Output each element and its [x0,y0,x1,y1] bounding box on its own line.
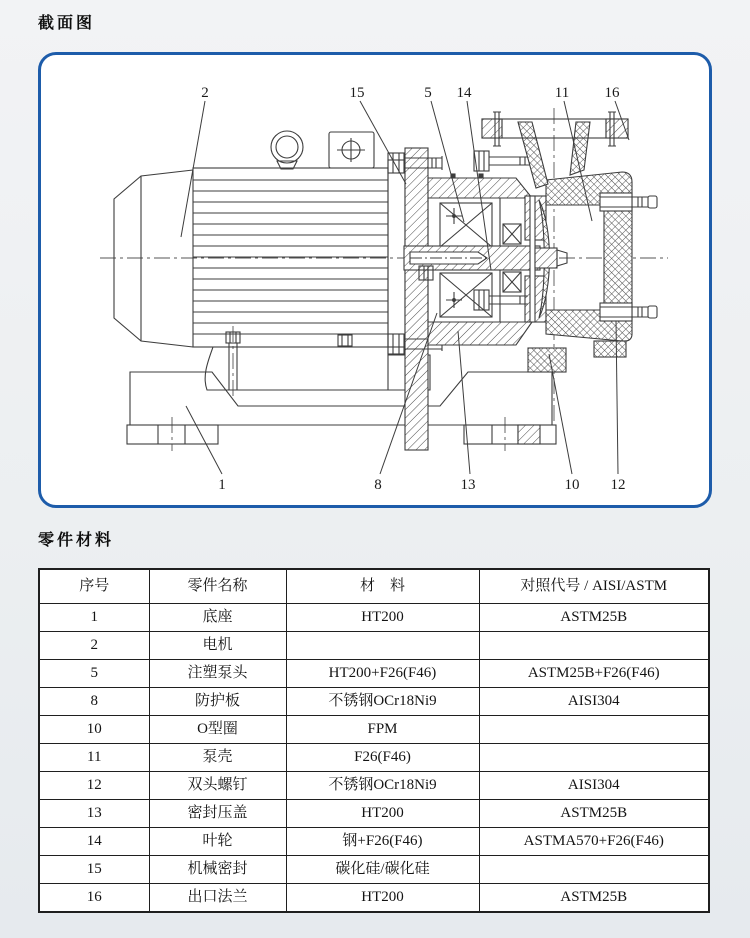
table-cell [479,744,709,772]
motor [114,131,430,390]
table-cell: 不锈钢OCr18Ni9 [286,772,479,800]
baseplate [127,372,556,444]
table-header-cell: 对照代号 / AISI/ASTM [479,569,709,604]
table-row [39,772,709,800]
table-cell: HT200 [286,604,479,632]
table-cell: 8 [39,688,149,716]
table-cell: ASTMA570+F26(F46) [479,828,709,856]
callout-number: 14 [456,85,472,101]
table-cell: ASTM25B+F26(F46) [479,660,709,688]
parts-material-table [38,568,710,913]
table-row [39,688,709,716]
table-cell: 防护板 [149,688,286,716]
table-cell: 钢+F26(F46) [286,828,479,856]
table-cell: ASTM25B [479,884,709,913]
diagram-frame [38,52,712,508]
table-cell: AISI304 [479,688,709,716]
table-cell: 底座 [149,604,286,632]
callout-leader-line [458,331,470,474]
callout-number: 12 [610,477,626,493]
table-cell: 碳化硅/碳化硅 [286,856,479,884]
table-cell: 2 [39,632,149,660]
motor-foot-bolts [226,332,352,390]
table-cell: ASTM25B [479,604,709,632]
table-header-cell: 序号 [39,569,149,604]
callout-number: 11 [554,85,570,101]
callout-number: 8 [374,477,382,493]
table-cell: 密封压盖 [149,800,286,828]
table-row [39,856,709,884]
callout-number: 2 [201,85,209,101]
callout-number: 1 [218,477,226,493]
table-cell: 叶轮 [149,828,286,856]
table-cell: 不锈钢OCr18Ni9 [286,688,479,716]
motor-end-shield [388,160,405,347]
pump-cross-section-drawing [41,55,709,505]
table-cell: 泵壳 [149,744,286,772]
section-title-cross-section: 截面图 [38,15,96,32]
callout-leader-line [186,406,222,474]
table-cell: 10 [39,716,149,744]
table-cell: 1 [39,604,149,632]
table-row [39,716,709,744]
table-cell: 5 [39,660,149,688]
table-cell: 出口法兰 [149,884,286,913]
outlet-flange [482,112,628,146]
callout-number: 13 [460,477,476,493]
table-cell [479,856,709,884]
table-row [39,604,709,632]
table-row [39,744,709,772]
table-cell [286,632,479,660]
table-row [39,828,709,856]
table-cell [479,632,709,660]
callout-number: 16 [604,85,620,101]
callout-number: 5 [424,85,432,101]
callout-leader-line [360,101,406,184]
table-cell: 机械密封 [149,856,286,884]
table-cell: 16 [39,884,149,913]
table-cell: 双头螺钉 [149,772,286,800]
table-cell: 注塑泵头 [149,660,286,688]
table-cell: FPM [286,716,479,744]
table-row [39,660,709,688]
table-cell: 12 [39,772,149,800]
table-cell: HT200+F26(F46) [286,660,479,688]
table-header-row [39,569,709,604]
impeller [530,196,567,322]
callout-number: 10 [564,477,580,493]
table-cell [479,716,709,744]
table-cell: 13 [39,800,149,828]
table-cell: AISI304 [479,772,709,800]
table-cell: 14 [39,828,149,856]
table-row [39,884,709,913]
lifting-eyebolt [271,131,303,169]
shaft [404,246,540,280]
table-row [39,632,709,660]
table-cell: F26(F46) [286,744,479,772]
table-cell: ASTM25B [479,800,709,828]
callout-number: 15 [349,85,365,101]
table-row [39,800,709,828]
table-cell: 15 [39,856,149,884]
table-cell: 电机 [149,632,286,660]
table-cell: O型圈 [149,716,286,744]
table-cell: 11 [39,744,149,772]
section-title-parts-material: 零件材料 [38,532,115,549]
table-header-cell: 材 料 [286,569,479,604]
terminal-box [329,132,374,168]
table-cell: HT200 [286,800,479,828]
table-header-cell: 零件名称 [149,569,286,604]
table-cell: HT200 [286,884,479,913]
